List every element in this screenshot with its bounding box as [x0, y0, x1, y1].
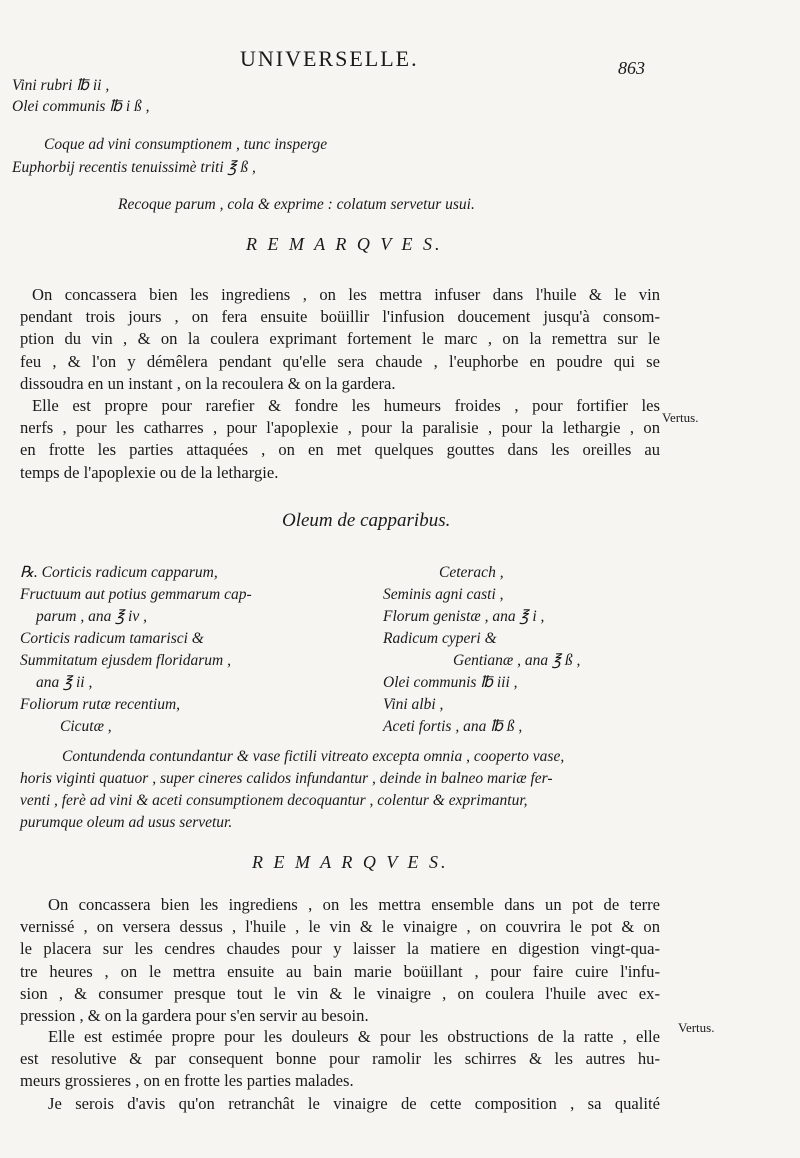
text-line: est resolutive & par consequent bonne pour ramolir les schirres & les autres hu- [20, 1049, 660, 1069]
text-line: pression , & on la gardera pour s'en servir au besoin. [20, 1006, 369, 1026]
ingredient-line: ana ℥ ii , [36, 674, 93, 691]
ingredient-line: Corticis radicum tamarisci & [20, 630, 204, 647]
ingredient-line: Ceterach , [439, 564, 504, 581]
text-line: dissoudra en un instant , on la recoulera & on la gardera. [20, 373, 396, 393]
paragraph [20, 395, 660, 484]
ingredient-line: Aceti fortis , ana ℔ ß , [383, 718, 523, 735]
margin-note: Vertus. [662, 410, 699, 425]
text-line: meurs grossieres , on en frotte les parties malades. [20, 1071, 354, 1091]
ingredient-line: Foliorum rutæ recentium, [20, 696, 181, 713]
paragraph [20, 894, 660, 1027]
text-line: tre heures , on le mettra ensuite au bain marie boüillant , pour faire cuire l'infu- [20, 961, 660, 981]
text-line: On concassera bien les ingrediens , on les mettra ensemble dans un pot de terre [48, 895, 660, 914]
text-line: temps de l'apoplexie ou de la lethargie. [20, 462, 279, 482]
paragraph [20, 1026, 660, 1093]
recipe-line: Vini rubri ℔ ii , [12, 77, 110, 94]
instruction-line: purumque oleum ad usus servetur. [20, 814, 233, 831]
instruction-line: horis viginti quatuor , super cineres calidos infundantur , deinde in balneo mariæ fer- [20, 770, 553, 787]
running-header: UNIVERSELLE. [240, 46, 419, 71]
recipe-line: Olei communis ℔ i ß , [12, 98, 150, 115]
ingredient-line: Florum genistæ , ana ℥ i , [383, 608, 545, 625]
recipe-instruction [20, 746, 672, 834]
ingredients-left-column [20, 562, 340, 738]
text-line: ption du vin , & on la coulera exprimant fortement le marc , on la remettra sur le [20, 329, 660, 349]
text-line: nerfs , pour les catharres , pour l'apoplexie , pour la paralisie , pour la lethargie , on [20, 418, 660, 438]
ingredient-line: Gentianæ , ana ℥ ß , [453, 652, 581, 669]
section-heading: R E M A R Q V E S. [246, 234, 443, 254]
ingredient-line: Summitatum ejusdem floridarum , [20, 652, 231, 669]
paragraph [20, 284, 660, 395]
text-line: Elle est estimée propre pour les douleurs & pour les obstructions de la ratte , elle [48, 1027, 660, 1046]
text-line: le placera sur les cendres chaudes pour y laisser la matiere en digestion vingt-qua- [20, 939, 660, 959]
recipe-title: Oleum de capparibus. [282, 510, 451, 531]
ingredient-line: Vini albi , [383, 696, 444, 713]
instruction-line: Contundenda contundantur & vase fictili vitreato excepta omnia , cooperto vase, [62, 748, 565, 765]
text-line: On concassera bien les ingrediens , on les mettra infuser dans l'huile & le vin [32, 285, 660, 304]
text-line: sion , & consumer presque tout le vin & le vinaigre , on coulera l'huile avec ex- [20, 983, 660, 1003]
ingredients-right-column [383, 562, 703, 738]
margin-note: Vertus. [678, 1020, 715, 1035]
recipe-instruction-line: Coque ad vini consumptionem , tunc insperge [44, 136, 328, 153]
recipe-instruction-line: Recoque parum , cola & exprime : colatum servetur usui. [118, 196, 475, 213]
text-line: vernissé , on versera dessus , l'huile , le vin & le vinaigre , on couvrira le pot & on [20, 917, 660, 937]
ingredient-line: parum , ana ℥ iv , [36, 608, 147, 625]
ingredient-line: Olei communis ℔ iii , [383, 674, 518, 691]
ingredient-line: ℞. Corticis radicum capparum, [20, 564, 218, 581]
text-line: Je serois d'avis qu'on retranchât le vinaigre de cette composition , sa qualité [48, 1094, 660, 1113]
page-number: 863 [618, 58, 645, 78]
section-heading: R E M A R Q V E S. [252, 852, 449, 872]
paragraph [20, 1093, 660, 1115]
instruction-line: venti , ferè ad vini & aceti consumptionem decoquantur , colentur & exprimantur, [20, 792, 528, 809]
text-line: en frotte les parties attaquées , on en met quelques gouttes dans les oreilles au [20, 440, 660, 460]
text-line: Elle est propre pour rarefier & fondre les humeurs froides , pour fortifier les [32, 396, 660, 415]
ingredient-line: Fructuum aut potius gemmarum cap- [20, 586, 252, 603]
ingredient-line: Cicutæ , [60, 718, 112, 735]
text-line: pendant trois jours , on fera ensuite boüillir l'infusion doucement jusqu'à consom- [20, 307, 660, 327]
ingredient-line: Seminis agni casti , [383, 586, 504, 603]
ingredient-line: Radicum cyperi & [383, 630, 497, 647]
text-line: feu , & l'on y démêlera pendant qu'elle sera chaude , l'euphorbe en poudre qui se [20, 351, 660, 371]
recipe-instruction-line: Euphorbij recentis tenuissimè triti ℥ ß , [12, 159, 256, 176]
